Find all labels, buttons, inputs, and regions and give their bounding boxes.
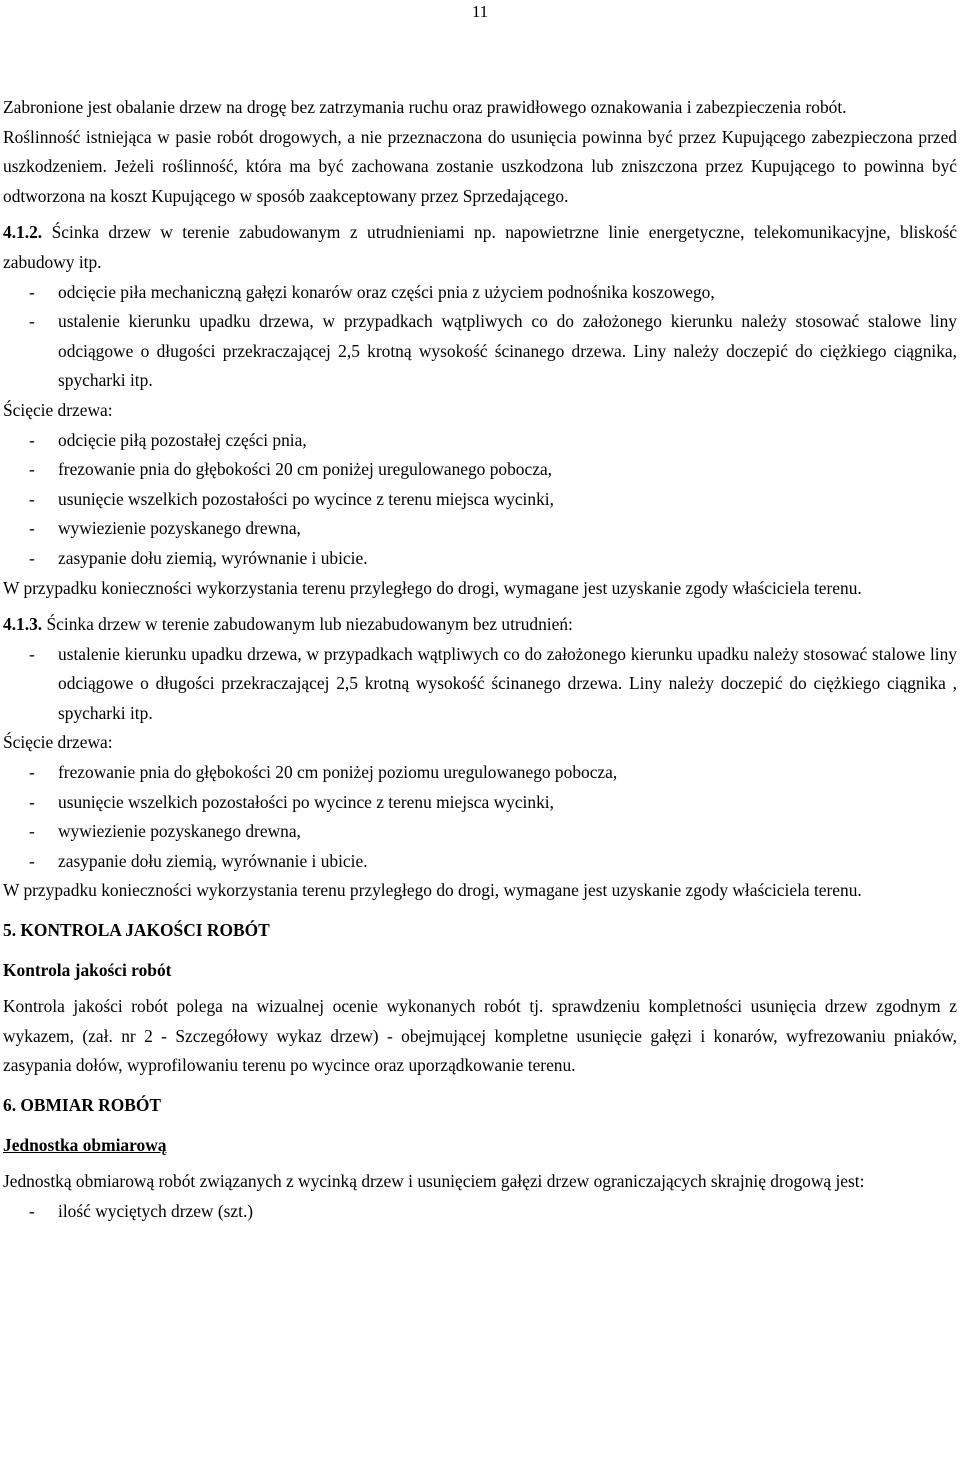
section-4-1-3-cut-label: Ścięcie drzewa: [3,732,113,753]
paragraph-felling-ban: Zabronione jest obalanie drzew na drogę bez zatrzymania ruchu oraz prawidłowego oznakowania i zabezpieczenia robót. [3,97,847,117]
section-4-1-3-note: W przypadku konieczności wykorzystania terenu przyległego do drogi, wymagane jest uzyskanie zgody właściciela terenu. [3,880,862,901]
list-item: - ustalenie kierunku upadku drzewa, w przypadkach wątpliwych co do założonego kierunku upadku należy stosować stalowe liny odciągowe o długości przekraczającej 2,5 krotną wysokość ścinanego drzewa. Liny należy doczepić do ciężkiego ciągnika , spycharki itp. [3,640,957,729]
list-item: - zasypanie dołu ziemią, wyrównanie i ubicie. [3,847,957,877]
section-6-subheading: Jednostka obmiarową [3,1134,167,1155]
list-item: - wywiezienie pozyskanego drewna, [3,514,957,544]
page-number: 11 [471,2,489,21]
section-4-1-2-number: 4.1.2. [3,222,43,243]
section-6-text: Jednostką obmiarową robót związanych z wycinką drzew i usunięciem gałęzi drzew ograniczających skrajnię drogową jest: [3,1171,865,1192]
list-item: - odcięcie piła mechaniczną gałęzi konarów oraz części pnia z użyciem podnośnika koszowego, [3,278,957,308]
section-5-heading: 5. KONTROLA JAKOŚCI ROBÓT [3,920,270,941]
document-body [3,93,957,1226]
list-item: - ustalenie kierunku upadku drzewa, w przypadkach wątpliwych co do założonego kierunku należy stosować stalowe liny odciągowe o długości przekraczającej 2,5 krotną wysokość ścinanego drzewa. Liny należy doczepić do ciężkiego ciągnika, spycharki itp. [3,307,957,396]
list-item: - frezowanie pnia do głębokości 20 cm poniżej uregulowanego pobocza, [3,455,957,485]
section-4-1-3-cut-list [3,758,957,876]
list-item: - ilość wyciętych drzew (szt.) [3,1197,957,1227]
section-5-text: Kontrola jakości robót polega na wizualnej ocenie wykonanych robót tj. sprawdzeniu kompletności usunięcia drzew zgodnym z wykazem, (zał. nr 2 - Szczegółowy wykaz drzew) - obejmującej kompletne usunięcie gałęzi i konarów, wyfrezowaniu pniaków, zasypania dołów, wyprofilowaniu terenu po wycince oraz uporządkowanie terenu. [3,996,957,1076]
list-item: - usunięcie wszelkich pozostałości po wycince z terenu miejsca wycinki, [3,788,957,818]
section-4-1-2-cut-label: Ścięcie drzewa: [3,399,113,420]
paragraph-vegetation-protection: Roślinność istniejąca w pasie robót drogowych, a nie przeznaczona do usunięcia powinna być przez Kupującego zabezpieczona przed uszkodzeniem. Jeżeli roślinność, która ma być zachowana zostanie uszkodzona lub zniszczona przez Kupującego to powinna być odtworzona na koszt Kupującego w sposób zaakceptowany przez Sprzedającego. [3,126,957,206]
section-4-1-2-note: W przypadku konieczności wykorzystania terenu przyległego do drogi, wymagane jest uzyskanie zgody właściciela terenu. [3,577,862,598]
section-6-list [3,1197,957,1227]
section-5-subheading: Kontrola jakości robót [3,959,172,980]
section-4-1-3-list [3,640,957,729]
section-4-1-3-title-text: Ścinka drzew w terenie zabudowanym lub niezabudowanym bez utrudnień: [46,614,573,635]
list-item: - frezowanie pnia do głębokości 20 cm poniżej poziomu uregulowanego pobocza, [3,758,957,788]
section-6-heading: 6. OBMIAR ROBÓT [3,1095,161,1115]
section-4-1-2-title [3,218,957,277]
list-item: - zasypanie dołu ziemią, wyrównanie i ubicie. [3,544,957,574]
list-item: - usunięcie wszelkich pozostałości po wycince z terenu miejsca wycinki, [3,485,957,515]
list-item: - wywiezienie pozyskanego drewna, [3,817,957,847]
section-4-1-2-cut-list [3,426,957,574]
list-item: - odcięcie piłą pozostałej części pnia, [3,426,957,456]
section-4-1-3-title [3,610,957,640]
section-4-1-3-number: 4.1.3. [3,614,43,635]
section-4-1-2-list [3,278,957,396]
section-4-1-2-title-text: Ścinka drzew w terenie zabudowanym z utrudnieniami np. napowietrzne linie energetyczne, telekomunikacyjne, bliskość zabudowy itp. [3,222,957,272]
